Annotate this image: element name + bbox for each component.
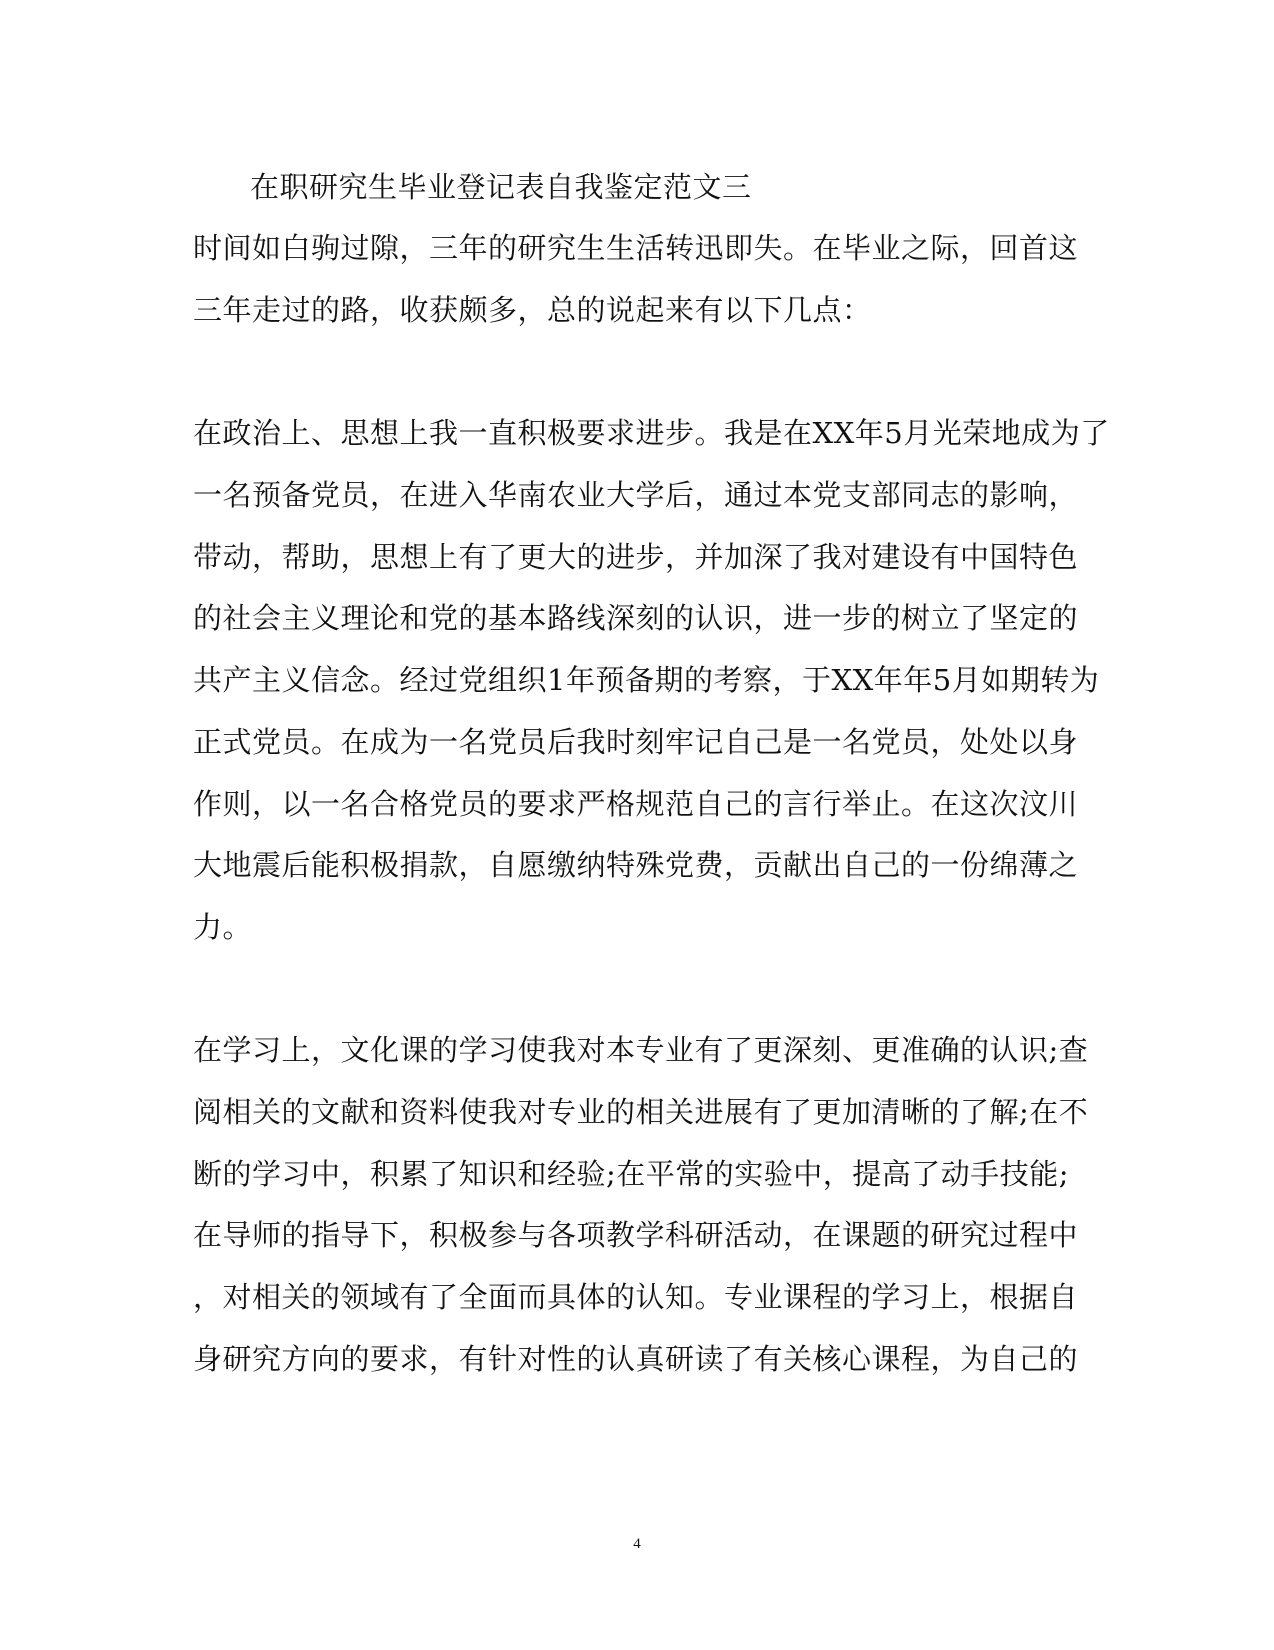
paragraph-2-line-5: 共产主义信念。经过党组织1年预备期的考察，于XX年年5月如期转为 bbox=[193, 663, 1100, 697]
paragraph-2-line-4: 的社会主义理论和党的基本路线深刻的认识，进一步的树立了坚定的 bbox=[193, 601, 1079, 635]
paragraph-2-line-8: 大地震后能积极捐款，自愿缴纳特殊党费，贡献出自己的一份绵薄之 bbox=[193, 848, 1079, 882]
paragraph-3-line-6: 身研究方向的要求，有针对性的认真研读了有关核心课程，为自己的 bbox=[193, 1342, 1079, 1376]
paragraph-1-line-2: 三年走过的路，收获颇多，总的说起来有以下几点： bbox=[193, 293, 872, 327]
page-number: 4 bbox=[633, 1536, 641, 1552]
paragraph-2-line-1: 在政治上、思想上我一直积极要求进步。我是在XX年5月光荣地成为了 bbox=[193, 416, 1110, 450]
paragraph-3-line-3: 断的学习中，积累了知识和经验;在平常的实验中，提高了动手技能; bbox=[193, 1157, 1070, 1191]
paragraph-1-line-1: 时间如白驹过隙，三年的研究生生活转迅即失。在毕业之际，回首这 bbox=[193, 231, 1079, 265]
paragraph-3-line-1: 在学习上，文化课的学习使我对本专业有了更深刻、更准确的认识;查 bbox=[193, 1033, 1089, 1067]
paragraph-3-line-2: 阅相关的文献和资料使我对专业的相关进展有了更加清晰的了解;在不 bbox=[193, 1095, 1089, 1129]
paragraph-2-line-2: 一名预备党员，在进入华南农业大学后，通过本党支部同志的影响， bbox=[193, 478, 1079, 512]
paragraph-2-line-7: 作则，以一名合格党员的要求严格规范自己的言行举止。在这次汶川 bbox=[193, 787, 1079, 821]
paragraph-3-line-5: ，对相关的领域有了全面而具体的认知。专业课程的学习上，根据自 bbox=[193, 1280, 1079, 1314]
paragraph-2-line-9: 力。 bbox=[193, 910, 253, 944]
paragraph-2-line-6: 正式党员。在成为一名党员后我时刻牢记自己是一名党员，处处以身 bbox=[193, 725, 1079, 759]
paragraph-2-line-3: 带动，帮助，思想上有了更大的进步，并加深了我对建设有中国特色 bbox=[193, 540, 1079, 574]
document-title: 在职研究生毕业登记表自我鉴定范文三 bbox=[250, 170, 752, 204]
paragraph-3-line-4: 在导师的指导下，积极参与各项教学科研活动，在课题的研究过程中 bbox=[193, 1218, 1079, 1252]
